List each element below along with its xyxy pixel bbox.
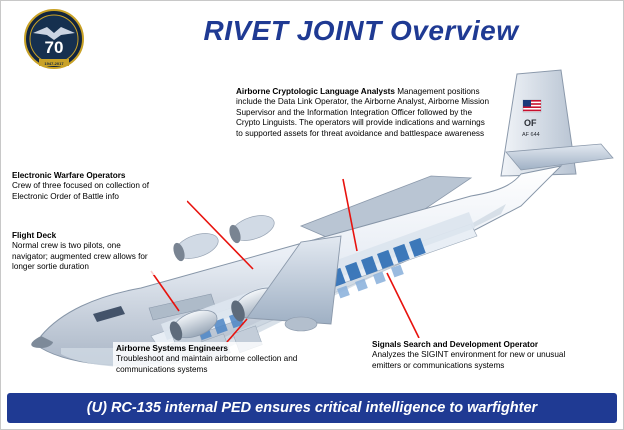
- callout-body: Troubleshoot and maintain airborne collection and communications systems: [116, 354, 298, 374]
- callout-electronic-warfare-operators: [9, 169, 187, 204]
- svg-text:1947-2017: 1947-2017: [44, 61, 64, 66]
- callout-heading: Airborne Cryptologic Language Analysts: [236, 87, 395, 96]
- page-title: RIVET JOINT Overview: [203, 15, 519, 46]
- bottom-banner: [7, 393, 617, 423]
- callout-body: Management positions include the Data Link Operator, the Airborne Analyst, Airborne Mission Supervisor and the Information Integration Officer followed by the Crypto Linguists. The operators will provide indications and warnings to supported assets for threat avoidance and battlespace awareness: [236, 87, 490, 138]
- callout-airborne-cryptologic-language-analysts: [233, 85, 495, 141]
- callout-airborne-systems-engineers: [113, 342, 333, 377]
- callout-body: Analyzes the SIGINT environment for new or unusual emitters or communications systems: [372, 350, 566, 370]
- callout-heading: Electronic Warfare Operators: [12, 171, 126, 180]
- callout-heading: Flight Deck: [12, 231, 57, 240]
- callout-signals-search-and-development-operator: [369, 338, 595, 373]
- svg-text:70: 70: [44, 38, 64, 57]
- svg-text:AF 644: AF 644: [522, 132, 540, 138]
- callout-body: Crew of three focused on collection of Electronic Order of Battle info: [12, 181, 149, 201]
- banner-text: (U) RC-135 internal PED ensures critical intelligence to warfighter: [86, 400, 538, 416]
- callout-flight-deck: [9, 229, 159, 275]
- callout-heading: Airborne Systems Engineers: [116, 344, 228, 353]
- callout-heading: Signals Search and Development Operator: [372, 340, 539, 349]
- us-flag-icon: [523, 100, 541, 112]
- callout-body: Normal crew is two pilots, one navigator; augmented crew allows for longer sortie duration: [12, 241, 148, 272]
- svg-text:OF: OF: [524, 118, 537, 128]
